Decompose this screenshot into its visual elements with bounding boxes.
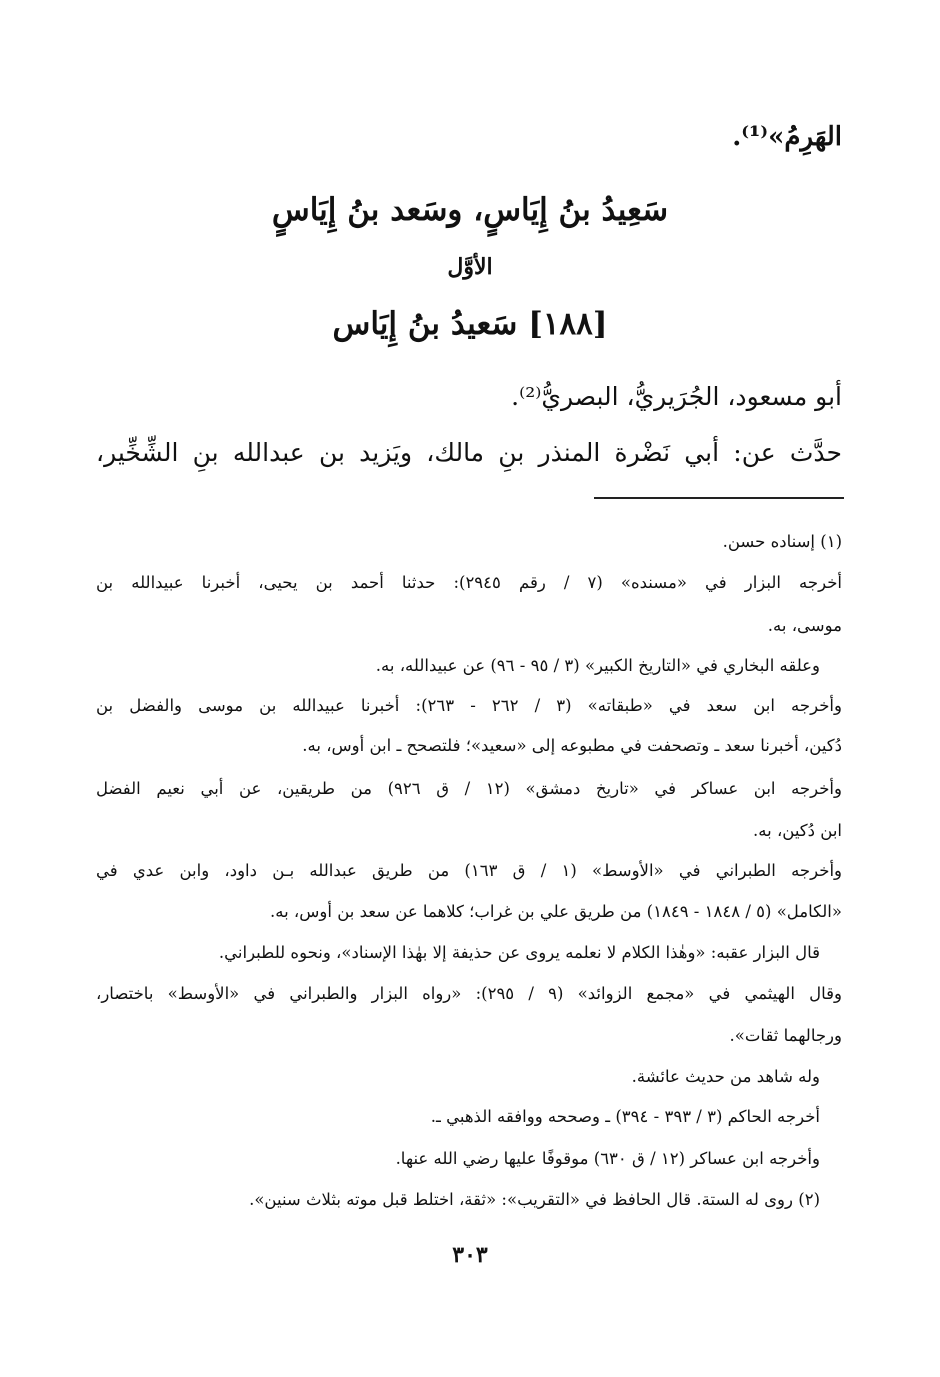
body-line: حدَّث عن: أبي نَضْرة المنذر بنِ مالك، ويَزيد بن عبدالله بنِ الشِّخِّير، bbox=[96, 438, 842, 467]
footnote-line: وقال الهيثمي في «مجمع الزوائد» (٩ / ٢٩٥): «رواه البزار والطبراني في «الأوسط» باختصار، bbox=[96, 984, 842, 1003]
footnote-line: أخرجه البزار في «مسنده» (٧ / رقم ٢٩٤٥): حدثنا أحمد بن يحيى، أخبرنا عبيدالله بن bbox=[96, 573, 842, 592]
footnote-line: ورجالهما ثقات». bbox=[729, 1026, 842, 1045]
section-subheading: الأوَّل bbox=[447, 254, 493, 280]
footnote-line: وأخرجه ابن سعد في «طبقاته» (٣ / ٢٦٢ - ٢٦٣): أخبرنا عبيدالله بن موسى والفضل بن bbox=[96, 696, 842, 715]
footnote-line: وأخرجه الطبراني في «الأوسط» (١ / ق ١٦٣) من طريق عبدالله بـن داود، وابن عدي في bbox=[96, 861, 842, 880]
footnote-line: وأخرجه ابن عساكر (١٢ / ق ٦٣٠) موقوفًا عليها رضي الله عنها. bbox=[395, 1149, 820, 1168]
footnote-line: موسى، به. bbox=[767, 616, 842, 635]
page-number: ٣٠٣ bbox=[452, 1242, 488, 1268]
footnote-separator bbox=[594, 497, 844, 499]
footnote-line: قال البزار عقبه: «وهٰذا الكلام لا نعلمه يروى عن حذيفة إلا بهٰذا الإسناد»، ونحوه للطبراني. bbox=[218, 943, 820, 962]
footnote-line: ابن دُكين، به. bbox=[753, 821, 842, 840]
entry-title: [١٨٨] سَعيدُ بنُ إِيَاس bbox=[332, 306, 608, 342]
footnote-line: وعلقه البخاري في «التاريخ الكبير» (٣ / ٩٥ - ٩٦) عن عبيدالله، به. bbox=[375, 656, 820, 675]
carryover-text: الهَرِمُ»⁽¹⁾. bbox=[732, 122, 842, 152]
section-heading: سَعِيدُ بنُ إِيَاسٍ، وسَعد بنُ إِيَاسٍ bbox=[271, 192, 669, 228]
footnote-line: وله شاهد من حديث عائشة. bbox=[631, 1067, 820, 1086]
footnote-line: (١) إسناده حسن. bbox=[722, 532, 842, 551]
footnote-line: دُكين، أخبرنا سعد ـ وتصحفت في مطبوعه إلى «سعيد»؛ فلتصحح ـ ابن أوس، به. bbox=[302, 736, 842, 755]
footnote-line: أخرجه الحاكم (٣ / ٣٩٣ - ٣٩٤) ـ وصححه ووافقه الذهبي ـ. bbox=[430, 1107, 820, 1126]
footnote-line: «الكامل» (٥ / ١٨٤٨ - ١٨٤٩) من طريق علي بن غراب؛ كلاهما عن سعد بن أوس، به. bbox=[270, 902, 842, 921]
footnote-line: (٢) روى له الستة. قال الحافظ في «التقريب»: «ثقة، اختلط قبل موته بثلاث سنين». bbox=[249, 1190, 820, 1209]
body-line: أبو مسعود، الجُرَيريُّ، البصريُّ⁽²⁾. bbox=[511, 382, 842, 411]
footnote-line: وأخرجه ابن عساكر في «تاريخ دمشق» (١٢ / ق ٩٢٦) من طريقين، عن أبي نعيم الفضل bbox=[96, 779, 842, 798]
